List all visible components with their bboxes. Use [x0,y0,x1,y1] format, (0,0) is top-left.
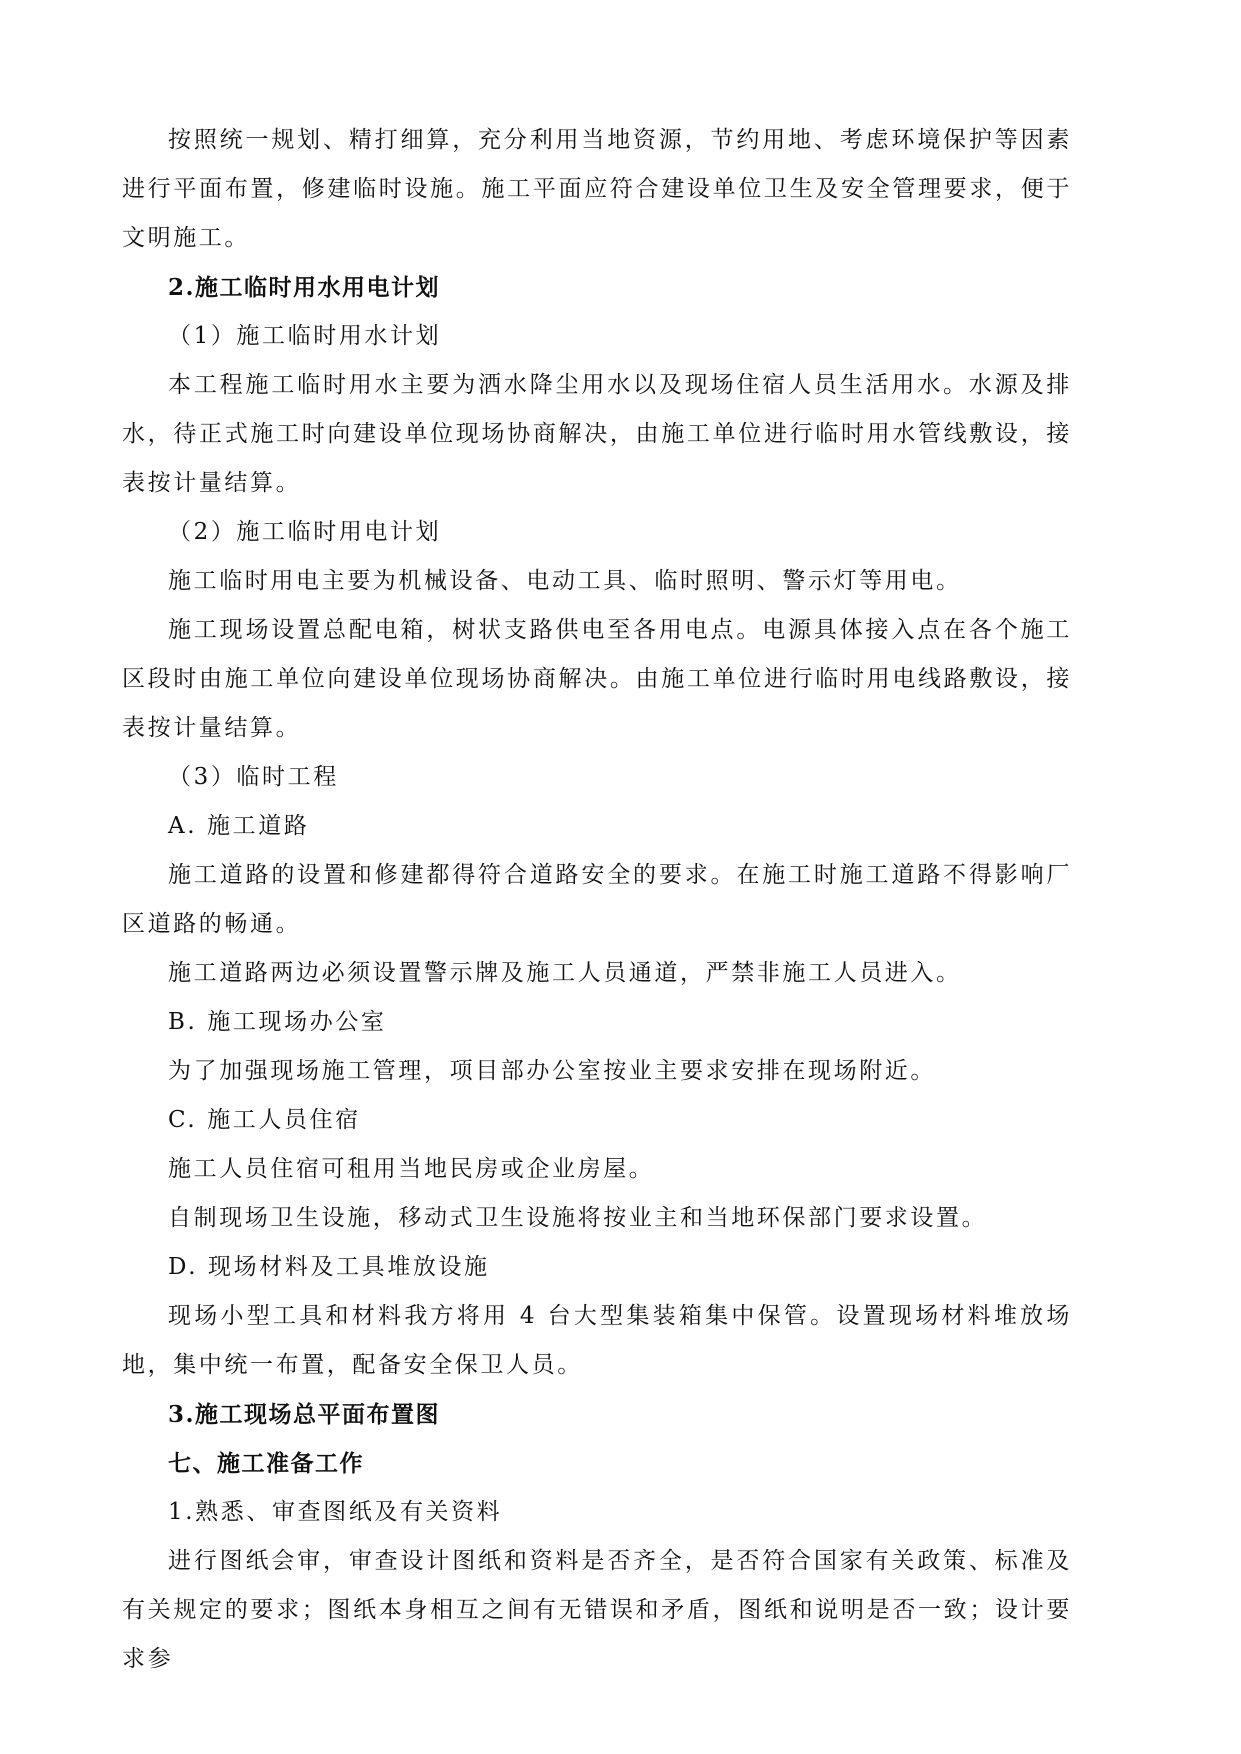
subsection-heading: D. 现场材料及工具堆放设施 [168,1254,490,1280]
body-paragraph: 施工道路两边必须设置警示牌及施工人员通道，严禁非施工人员进入。 [168,960,962,986]
section-heading: 3.施工现场总平面布置图 [168,1401,441,1428]
subsection-heading: C. 施工人员住宿 [168,1107,361,1133]
subsection-heading: （1）施工临时用水计划 [168,323,442,349]
body-paragraph: 施工人员住宿可租用当地民房或企业房屋。 [168,1156,655,1182]
body-paragraph: 施工现场设置总配电箱，树状支路供电至各用电点。电源具体接入点在各个施工区段时由施工单位向建设单位现场协商解决。由施工单位进行临时用电线路敷设，接表按计量结算。 [122,617,1072,741]
subsection-heading: B. 施工现场办公室 [168,1009,387,1035]
body-paragraph: 施工临时用电主要为机械设备、电动工具、临时照明、警示灯等用电。 [168,568,962,594]
chapter-heading: 七、施工准备工作 [168,1450,364,1477]
body-paragraph: 本工程施工临时用水主要为洒水降尘用水以及现场住宿人员生活用水。水源及排水，待正式施工时向建设单位现场协商解决，由施工单位进行临时用水管线敷设，接表按计量结算。 [122,372,1072,496]
section-heading: 2.施工临时用水用电计划 [168,274,441,301]
subsection-heading: A. 施工道路 [168,813,310,839]
subsection-heading: （2）施工临时用电计划 [168,519,442,545]
subsection-heading: 1.熟悉、审查图纸及有关资料 [168,1499,503,1525]
body-paragraph: 施工道路的设置和修建都得符合道路安全的要求。在施工时施工道路不得影响厂区道路的畅通。 [122,862,1072,937]
document-body [122,116,1072,1684]
subsection-heading: （3）临时工程 [168,764,339,790]
body-paragraph: 按照统一规划、精打细算，充分利用当地资源，节约用地、考虑环境保护等因素进行平面布置，修建临时设施。施工平面应符合建设单位卫生及安全管理要求，便于文明施工。 [122,127,1072,251]
body-paragraph: 自制现场卫生设施，移动式卫生设施将按业主和当地环保部门要求设置。 [168,1205,988,1231]
body-paragraph: 进行图纸会审，审查设计图纸和资料是否齐全，是否符合国家有关政策、标准及有关规定的要求；图纸本身相互之间有无错误和矛盾，图纸和说明是否一致；设计要求参 [122,1548,1072,1672]
body-paragraph: 现场小型工具和材料我方将用 4 台大型集装箱集中保管。设置现场材料堆放场地，集中统一布置，配备安全保卫人员。 [122,1303,1072,1378]
body-paragraph: 为了加强现场施工管理，项目部办公室按业主要求安排在现场附近。 [168,1058,936,1084]
